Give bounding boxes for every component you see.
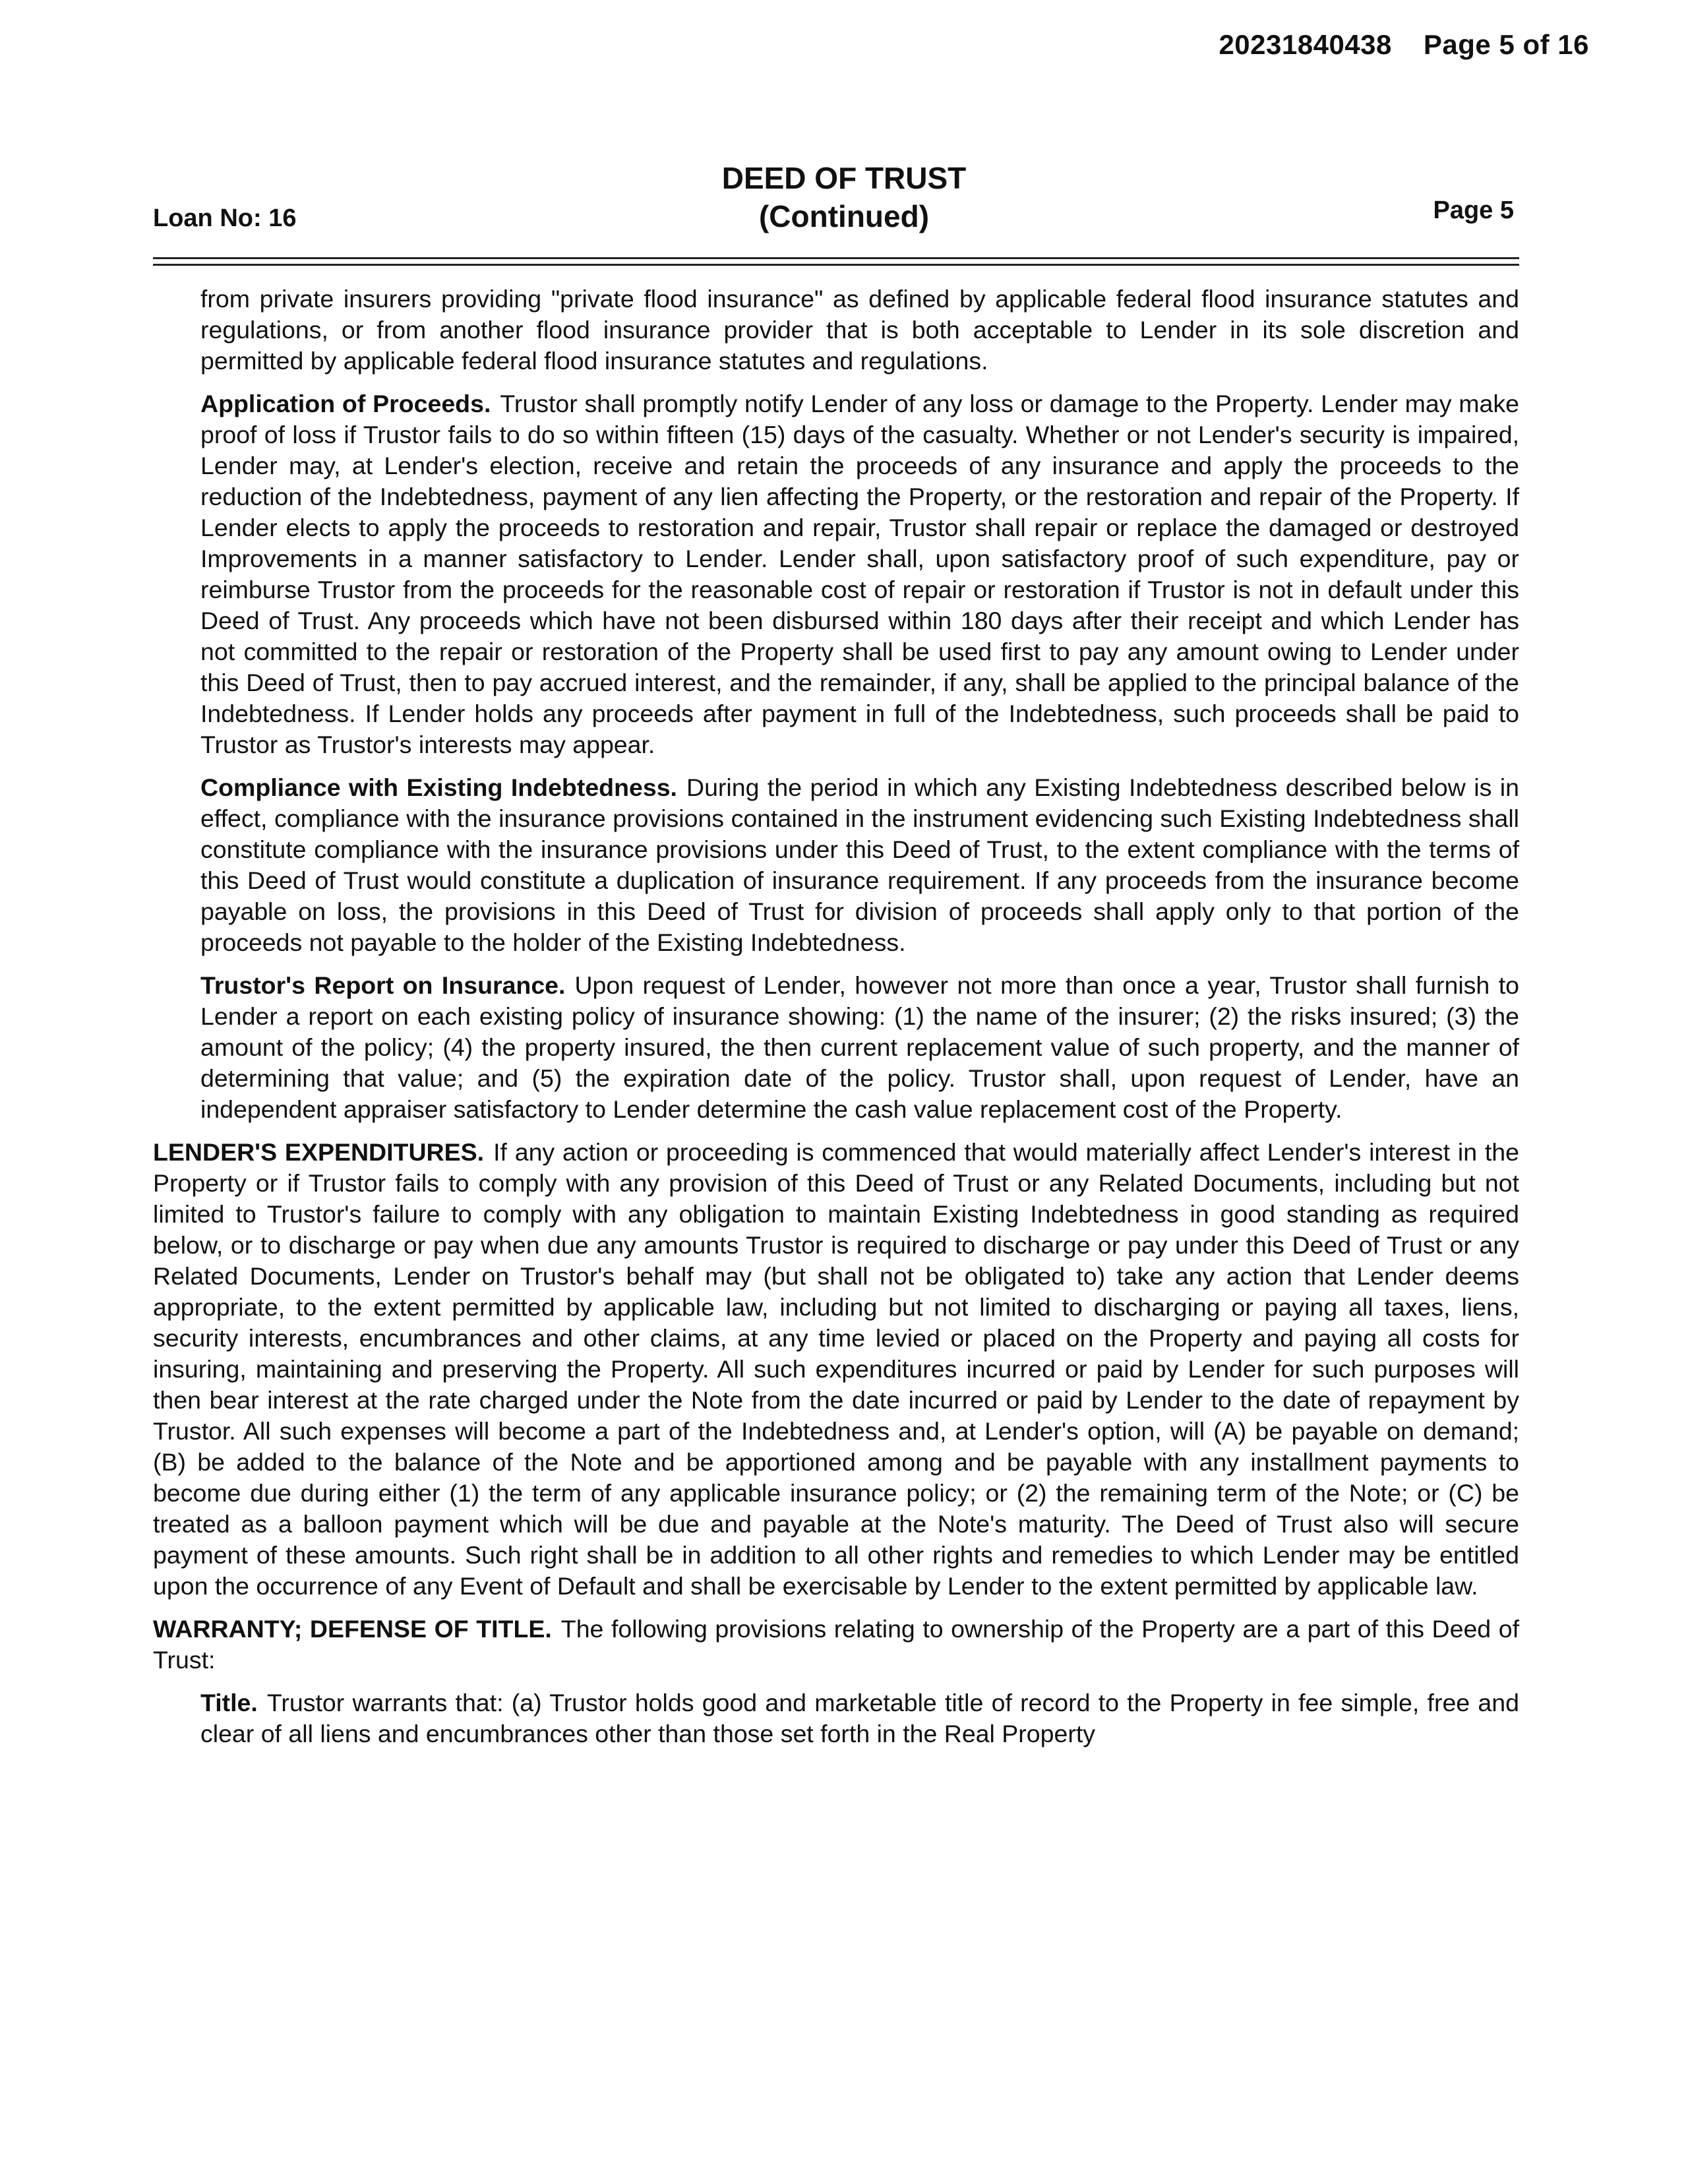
header-rule-bottom <box>153 264 1519 266</box>
document-title: DEED OF TRUST <box>721 161 967 195</box>
paragraph-heading: Title. <box>200 1689 258 1716</box>
document-body <box>153 284 1519 1761</box>
paragraph-warranty-defense-of-title <box>153 1614 1519 1676</box>
paragraph-heading: Compliance with Existing Indebtedness. <box>200 774 677 801</box>
paragraph-trustors-report-on-insurance <box>200 970 1519 1125</box>
paragraph-text: If any action or proceeding is commenced that would materially affect Lender's interest in the Property or if Trustor fails to comply with any provision of this Deed of Trust or any Related Documents, including but not limited to Trustor's failure to comply with any obligation to maintain Existing Indebtedness in good standing as required below, or to discharge or pay when due any amounts Trustor is required to discharge or pay under this Deed of Trust or any Related Documents, Lender on Trustor's behalf may (but shall not be obligated to) take any action that Lender deems appropriate, to the extent permitted by applicable law, including but not limited to discharging or paying all taxes, liens, security interests, encumbrances and other claims, at any time levied or placed on the Property and paying all costs for insuring, maintaining and preserving the Property. All such expenditures incurred or paid by Lender for such purposes will then bear interest at the rate charged under the Note from the date incurred or paid by Lender to the date of repayment by Trustor. All such expenses will become a part of the Indebtedness and, at Lender's option, will (A) be payable on demand; (B) be added to the balance of the Note and be apportioned among and be payable with any installment payments to become due during either (1) the term of any applicable insurance policy; or (2) the remaining term of the Note; or (C) be treated as a balloon payment which will be due and payable at the Note's maturity. The Deed of Trust also will secure payment of these amounts. Such right shall be in addition to all other rights and remedies to which Lender may be entitled upon the occurrence of any Event of Default and shall be exercisable by Lender to the extent permitted by applicable law. <box>153 1138 1519 1600</box>
recording-number: 20231840438 <box>1219 29 1392 60</box>
paragraph-text: During the period in which any Existing Indebtedness described below is in effect, compliance with the insurance provisions contained in the instrument evidencing such Existing Indebtedness shall constitute compliance with the insurance provisions under this Deed of Trust, to the extent compliance with the terms of this Deed of Trust would constitute a duplication of insurance requirement. If any proceeds from the insurance become payable on loss, the provisions in this Deed of Trust for division of proceeds shall apply only to that portion of the proceeds not payable to the holder of the Existing Indebtedness. <box>200 774 1519 956</box>
paragraph-heading: LENDER'S EXPENDITURES. <box>153 1138 485 1166</box>
paragraph-text: The following provisions relating to ownership of the Property are a part of this Deed of Trust: <box>153 1615 1519 1674</box>
loan-number: Loan No: 16 <box>153 204 297 232</box>
paragraph-text: Upon request of Lender, however not more than once a year, Trustor shall furnish to Lender a report on each existing policy of insurance showing: (1) the name of the insurer; (2) the risks insured; (3) the amount of the policy; (4) the property insured, the then current replacement value of such property, and the manner of determining that value; and (5) the expiration date of the policy. Trustor shall, upon request of Lender, have an independent appraiser satisfactory to Lender determine the cash value replacement cost of the Property. <box>200 971 1519 1123</box>
paragraph-text: Trustor warrants that: (a) Trustor holds good and marketable title of record to the Property in fee simple, free and clear of all liens and encumbrances other than those set forth in the Real Property <box>200 1689 1519 1747</box>
recording-page-count: Page 5 of 16 <box>1423 29 1589 60</box>
paragraph-lenders-expenditures <box>153 1137 1519 1602</box>
paragraph-application-of-proceeds <box>200 388 1519 760</box>
recording-stamp <box>1219 29 1589 61</box>
paragraph-flood-insurance <box>200 284 1519 377</box>
page-number: Page 5 <box>1433 197 1514 224</box>
paragraph-text: Trustor shall promptly notify Lender of any loss or damage to the Property. Lender may make proof of loss if Trustor fails to do so within fifteen (15) days of the casualty. Whether or not Lender's security is impaired, Lender may, at Lender's election, receive and retain the proceeds of any insurance and apply the proceeds to the reduction of the Indebtedness, payment of any lien affecting the Property, or the restoration and repair of the Property. If Lender elects to apply the proceeds to restoration and repair, Trustor shall repair or replace the damaged or destroyed Improvements in a manner satisfactory to Lender. Lender shall, upon satisfactory proof of such expenditure, pay or reimburse Trustor from the proceeds for the reasonable cost of repair or restoration if Trustor is not in default under this Deed of Trust. Any proceeds which have not been disbursed within 180 days after their receipt and which Lender has not committed to the repair or restoration of the Property shall be used first to pay any amount owing to Lender under this Deed of Trust, then to pay accrued interest, and the remainder, if any, shall be applied to the principal balance of the Indebtedness. If Lender holds any proceeds after payment in full of the Indebtedness, such proceeds shall be paid to Trustor as Trustor's interests may appear. <box>200 390 1520 758</box>
paragraph-heading: WARRANTY; DEFENSE OF TITLE. <box>153 1615 552 1643</box>
paragraph-heading: Application of Proceeds. <box>200 390 491 417</box>
paragraph-compliance-existing-indebtedness <box>200 772 1519 958</box>
paragraph-text: from private insurers providing "private flood insurance" as defined by applicable federal flood insurance statutes and regulations, or from another flood insurance provider that is both acceptable to Lender in its sole discretion and permitted by applicable federal flood insurance statutes and regulations. <box>200 285 1519 375</box>
paragraph-heading: Trustor's Report on Insurance. <box>200 971 566 999</box>
header-rule-top <box>153 257 1519 259</box>
document-subtitle: (Continued) <box>758 199 930 233</box>
paragraph-title <box>200 1687 1519 1749</box>
